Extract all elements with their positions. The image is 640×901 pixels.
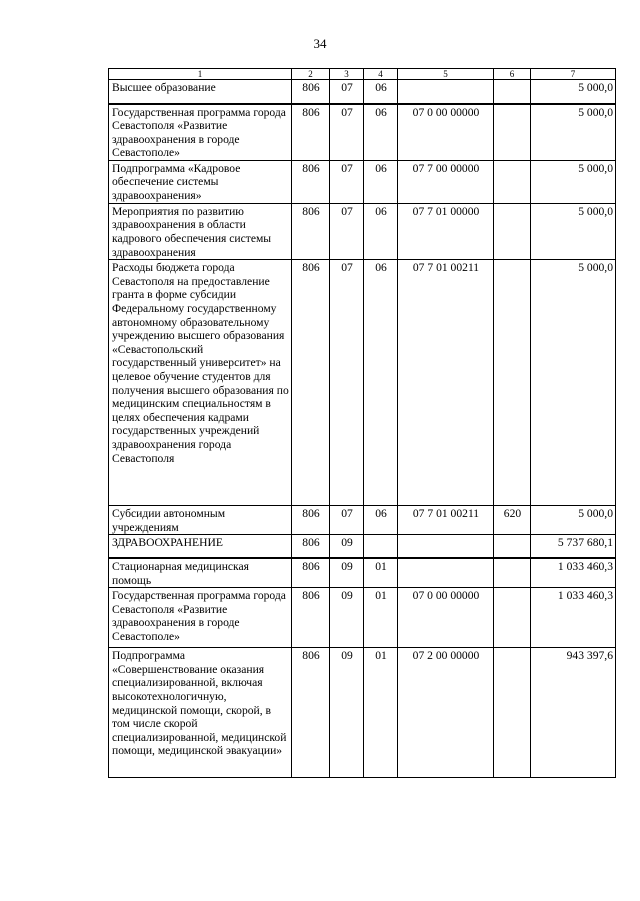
row-expense-type [494,80,531,104]
table-row [109,588,616,648]
row-ministry-code: 806 [292,648,330,778]
row-amount: 943 397,6 [531,648,616,778]
row-ministry-code: 806 [292,506,330,535]
row-name: ЗДРАВООХРАНЕНИЕ [109,535,292,558]
row-subsection-code: 01 [364,558,398,588]
row-subsection-code: 06 [364,203,398,259]
row-target-code [398,558,494,588]
row-section-code: 07 [330,506,364,535]
row-ministry-code: 806 [292,588,330,648]
row-amount: 5 737 680,1 [531,535,616,558]
row-name: Государственная программа города Севастополя «Развитие здравоохранения в городе Севастополе» [109,104,292,161]
row-expense-type [494,535,531,558]
table-row [109,104,616,161]
row-target-code [398,80,494,104]
row-target-code: 07 7 01 00000 [398,203,494,259]
table-row [109,535,616,558]
table-row [109,203,616,259]
row-section-code: 09 [330,588,364,648]
row-amount: 5 000,0 [531,104,616,161]
table-row [109,648,616,778]
column-header: 7 [531,69,616,80]
row-expense-type [494,648,531,778]
row-subsection-code: 06 [364,80,398,104]
row-expense-type: 620 [494,506,531,535]
row-section-code: 07 [330,104,364,161]
row-subsection-code: 01 [364,588,398,648]
row-target-code: 07 7 01 00211 [398,506,494,535]
row-expense-type [494,260,531,506]
row-amount: 5 000,0 [531,160,616,203]
table-row [109,80,616,104]
row-subsection-code: 06 [364,160,398,203]
row-ministry-code: 806 [292,535,330,558]
row-subsection-code: 01 [364,648,398,778]
table-row [109,558,616,588]
row-name: Государственная программа города Севастополя «Развитие здравоохранения в городе Севастополе» [109,588,292,648]
row-name: Высшее образование [109,80,292,104]
row-ministry-code: 806 [292,260,330,506]
row-target-code: 07 7 01 00211 [398,260,494,506]
table-row [109,506,616,535]
row-subsection-code: 06 [364,506,398,535]
row-subsection-code: 06 [364,104,398,161]
column-header: 2 [292,69,330,80]
row-section-code: 09 [330,648,364,778]
row-section-code: 07 [330,203,364,259]
row-section-code: 09 [330,535,364,558]
row-target-code: 07 0 00 00000 [398,588,494,648]
row-subsection-code [364,535,398,558]
row-name: Расходы бюджета города Севастополя на предоставление гранта в форме субсидии Федеральному государственному автономному образовательному учреждению высшего образования «Севастопольский государственный университет» на целевое обучение студентов для получения высшего образования по медицинским специальностям в целях обеспечения кадрами государственных учреждений здравоохранения города Севастополя [109,260,292,506]
row-target-code: 07 7 00 00000 [398,160,494,203]
row-target-code: 07 2 00 00000 [398,648,494,778]
row-amount: 5 000,0 [531,260,616,506]
page-number: 34 [313,36,327,51]
row-ministry-code: 806 [292,80,330,104]
table-row [109,260,616,506]
row-name: Подпрограмма «Кадровое обеспечение системы здравоохранения» [109,160,292,203]
row-ministry-code: 806 [292,203,330,259]
row-ministry-code: 806 [292,558,330,588]
row-expense-type [494,160,531,203]
table-row [109,160,616,203]
row-subsection-code: 06 [364,260,398,506]
row-name: Стационарная медицинская помощь [109,558,292,588]
row-amount: 5 000,0 [531,80,616,104]
column-header: 1 [109,69,292,80]
row-amount: 1 033 460,3 [531,588,616,648]
row-amount: 1 033 460,3 [531,558,616,588]
budget-table [108,68,616,778]
column-header: 6 [494,69,531,80]
row-section-code: 07 [330,80,364,104]
row-name: Подпрограмма «Совершенствование оказания специализированной, включая высокотехнологичную, медицинской помощи, скорой, в том числе скорой специализированной, медицинской помощи, медицинской эвакуации» [109,648,292,778]
row-expense-type [494,588,531,648]
column-header: 5 [398,69,494,80]
row-section-code: 09 [330,558,364,588]
row-expense-type [494,203,531,259]
row-target-code: 07 0 00 00000 [398,104,494,161]
row-expense-type [494,558,531,588]
row-expense-type [494,104,531,161]
row-amount: 5 000,0 [531,203,616,259]
row-ministry-code: 806 [292,160,330,203]
row-section-code: 07 [330,160,364,203]
column-header: 3 [330,69,364,80]
row-ministry-code: 806 [292,104,330,161]
row-section-code: 07 [330,260,364,506]
table-header-row [109,69,616,80]
column-header: 4 [364,69,398,80]
row-target-code [398,535,494,558]
row-amount: 5 000,0 [531,506,616,535]
row-name: Субсидии автономным учреждениям [109,506,292,535]
row-name: Мероприятия по развитию здравоохранения в области кадрового обеспечения системы здравоохранения [109,203,292,259]
